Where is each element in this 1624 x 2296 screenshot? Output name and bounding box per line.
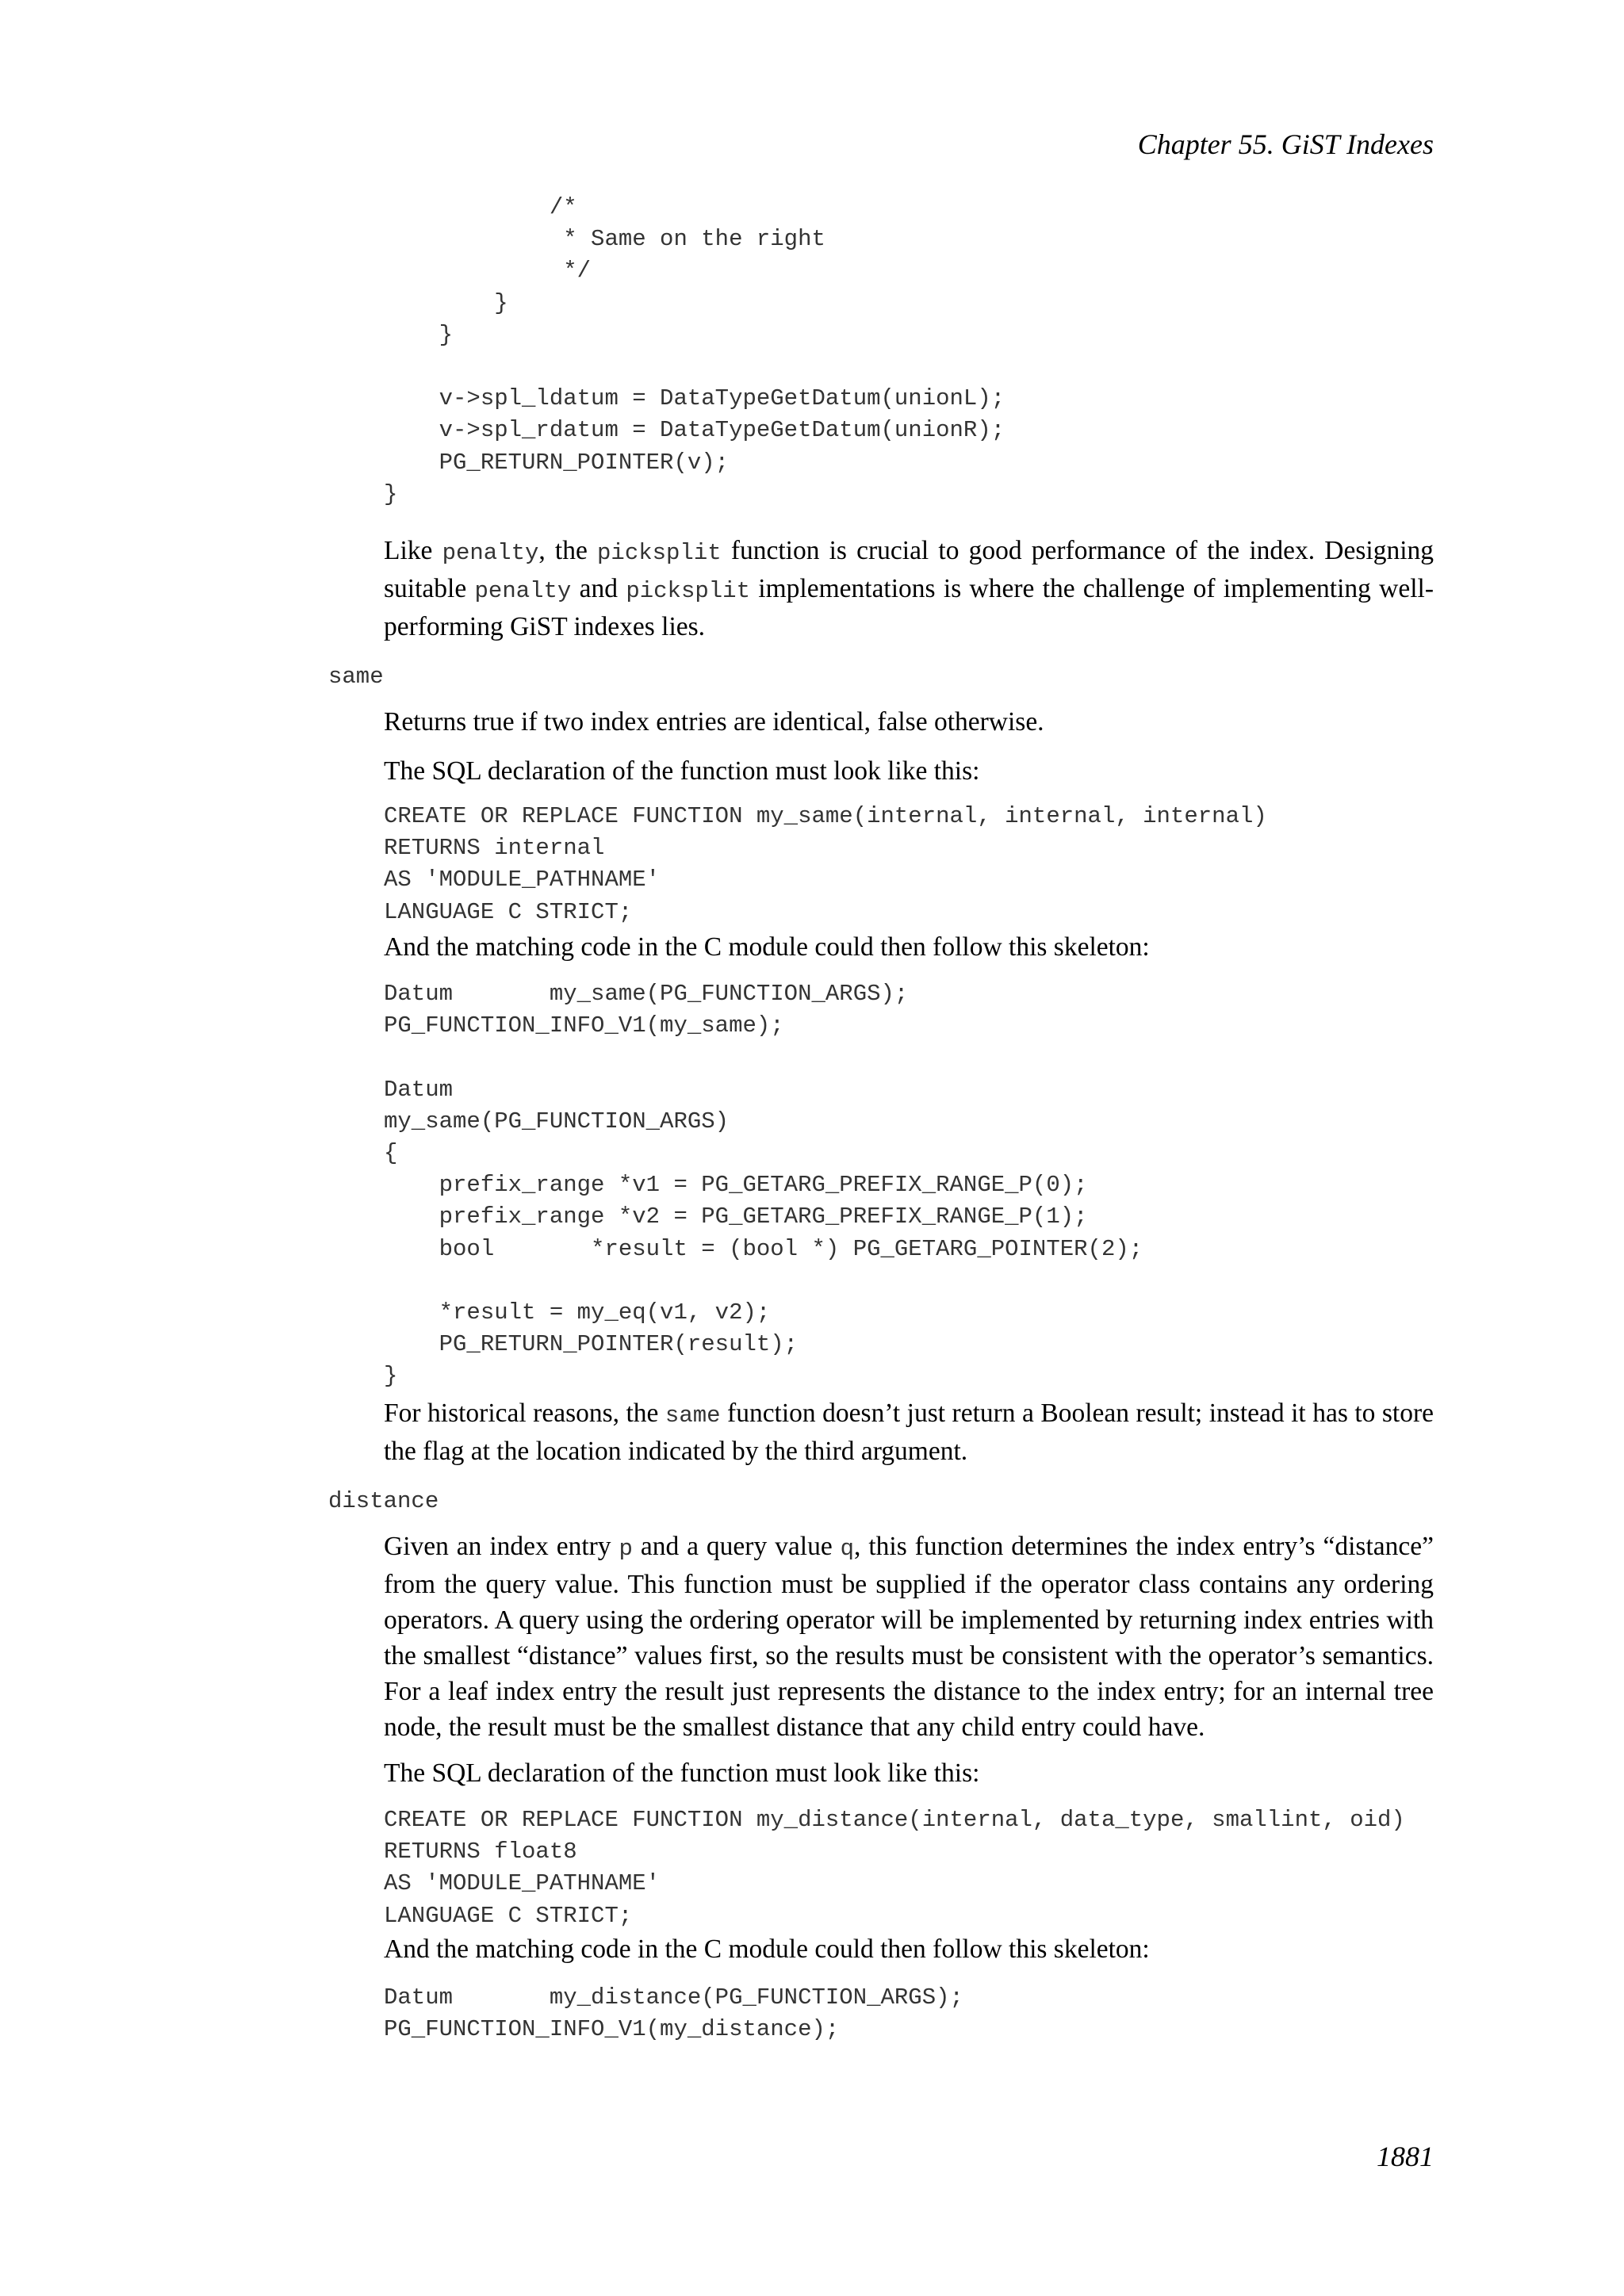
picksplit-note: Like penalty, the picksplit function is crucial to good performance of the index. Designing suitable penalty and picksplit implementations is where the challenge of implementing well-performing GiST indexes lies.: [384, 536, 1434, 641]
same-note: For historical reasons, the same function doesn’t just return a Boolean result; instead it has to store the flag at the location indicated by the third argument.: [384, 1399, 1434, 1466]
picksplit-code-tail: /* * Same on the right */ } } v->spl_ldatum = DataTypeGetDatum(unionL); v->spl_rdatum = DataTypeGetDatum(unionR); PG_RETURN_POINTER(v); }: [384, 194, 1005, 507]
distance-c-code: Datum my_distance(PG_FUNCTION_ARGS); PG_FUNCTION_INFO_V1(my_distance);: [384, 1984, 963, 2043]
same-c-code: Datum my_same(PG_FUNCTION_ARGS); PG_FUNCTION_INFO_V1(my_same); Datum my_same(PG_FUNCTION_ARGS) { prefix_range *v1 = PG_GETARG_PREFIX_RANGE_P(0); prefix_range *v2 = PG_GETARG_PREFIX_RANGE_P(1); bool *result = (bool *) PG_GETARG_POINTER(2); *result = my_eq(v1, v2); PG_RETURN_POINTER(result); }: [384, 981, 1143, 1390]
same-c-intro: And the matching code in the C module could then follow this skeleton:: [384, 932, 1150, 962]
same-sql-intro: The SQL declaration of the function must look like this:: [384, 756, 980, 786]
distance-description: Given an index entry p and a query value q, this function determines the index entry’s “distance” from the query value. This function must be supplied if the operator class contains any ordering operators. A query using the ordering operator will be implemented by returning index entries with the smallest “distance” values first, so the results must be consistent with the operator’s semantics. For a leaf index entry the result just represents the distance to the index entry; for an internal tree node, the result must be the smallest distance that any child entry could have.: [384, 1532, 1434, 1742]
same-sql-code: CREATE OR REPLACE FUNCTION my_same(internal, internal, internal) RETURNS internal AS 'MODULE_PATHNAME' LANGUAGE C STRICT;: [384, 803, 1267, 925]
distance-sql-code: CREATE OR REPLACE FUNCTION my_distance(internal, data_type, smallint, oid) RETURNS float8 AS 'MODULE_PATHNAME' LANGUAGE C STRICT;: [384, 1807, 1405, 1929]
running-header: Chapter 55. GiST Indexes: [1137, 128, 1434, 160]
page-number: 1881: [1377, 2141, 1434, 2172]
term-distance: distance: [328, 1488, 439, 1514]
distance-sql-intro: The SQL declaration of the function must look like this:: [384, 1758, 980, 1788]
same-description: Returns true if two index entries are identical, false otherwise.: [384, 707, 1044, 737]
distance-c-intro: And the matching code in the C module could then follow this skeleton:: [384, 1934, 1150, 1964]
term-same: same: [328, 664, 384, 690]
